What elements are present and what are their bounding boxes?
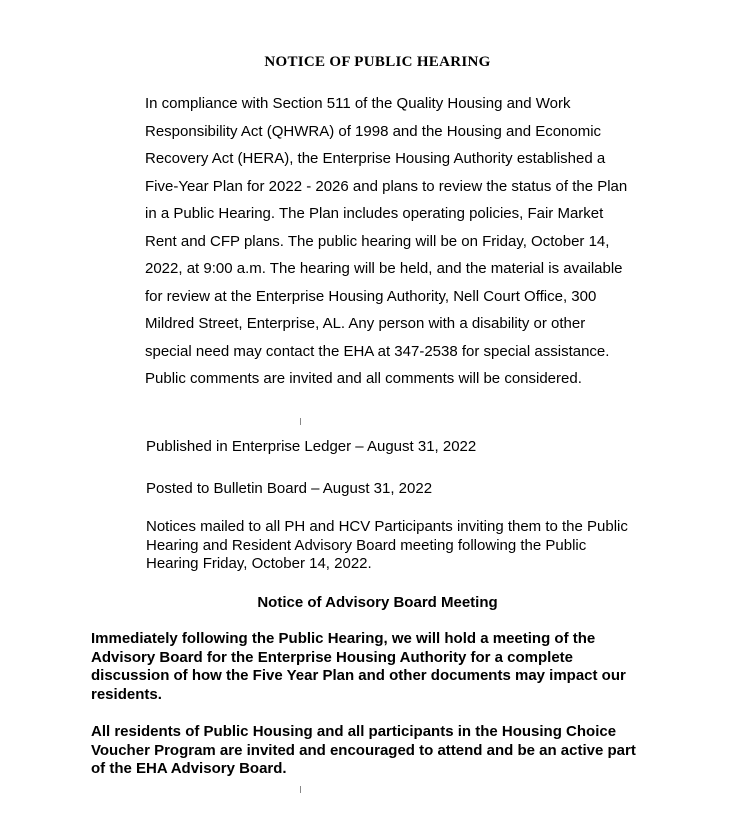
- advisory-paragraph-1: [91, 630, 626, 704]
- paragraph-line: Public comments are invited and all comments will be considered.: [145, 370, 582, 387]
- paragraph-line: Mildred Street, Enterprise, AL. Any person with a disability or other: [145, 315, 586, 332]
- advisory-line: All residents of Public Housing and all participants in the Housing Choice: [91, 723, 617, 740]
- posted-notice: Posted to Bulletin Board – August 31, 2022: [146, 480, 433, 497]
- advisory-line: Voucher Program are invited and encouraged to attend and be an active part: [91, 741, 636, 759]
- paragraph-line: for review at the Enterprise Housing Authority, Nell Court Office, 300: [145, 287, 597, 305]
- paragraph-line: Recovery Act (HERA), the Enterprise Housing Authority established a: [145, 150, 606, 167]
- advisory-line: discussion of how the Five Year Plan and other documents may impact our: [91, 667, 626, 684]
- scan-mark: [300, 786, 301, 793]
- paragraph-line: special need may contact the EHA at 347-2538 for special assistance.: [145, 342, 610, 360]
- advisory-line: Immediately following the Public Hearing, we will hold a meeting of the: [91, 630, 596, 647]
- page-title: NOTICE OF PUBLIC HEARING: [264, 54, 491, 70]
- paragraph-line: Rent and CFP plans. The public hearing will be on Friday, October 14,: [145, 232, 610, 250]
- published-notice: Published in Enterprise Ledger – August 31, 2022: [146, 438, 477, 455]
- mailed-notice-line: Notices mailed to all PH and HCV Participants inviting them to the Public: [146, 518, 628, 535]
- advisory-paragraph-2: [91, 723, 636, 779]
- paragraph-line: Five-Year Plan for 2022 - 2026 and plans to review the status of the Plan: [145, 177, 628, 195]
- paragraph-line: In compliance with Section 511 of the Quality Housing and Work: [145, 95, 571, 112]
- advisory-title: Notice of Advisory Board Meeting: [257, 594, 498, 611]
- advisory-line: residents.: [91, 685, 162, 703]
- advisory-line: of the EHA Advisory Board.: [91, 760, 287, 777]
- paragraph-line: Responsibility Act (QHWRA) of 1998 and the Housing and Economic: [145, 122, 602, 140]
- scan-mark: [300, 418, 301, 425]
- paragraph-line: 2022, at 9:00 a.m. The hearing will be held, and the material is available: [145, 260, 623, 277]
- hearing-paragraph: [145, 90, 685, 393]
- mailed-notice-line: Hearing Friday, October 14, 2022.: [146, 555, 372, 572]
- mailed-notice: [146, 518, 628, 574]
- advisory-line: Advisory Board for the Enterprise Housing Authority for a complete: [91, 648, 574, 666]
- mailed-notice-line: Hearing and Resident Advisory Board meeting following the Public: [146, 536, 587, 554]
- paragraph-line: in a Public Hearing. The Plan includes operating policies, Fair Market: [145, 205, 604, 222]
